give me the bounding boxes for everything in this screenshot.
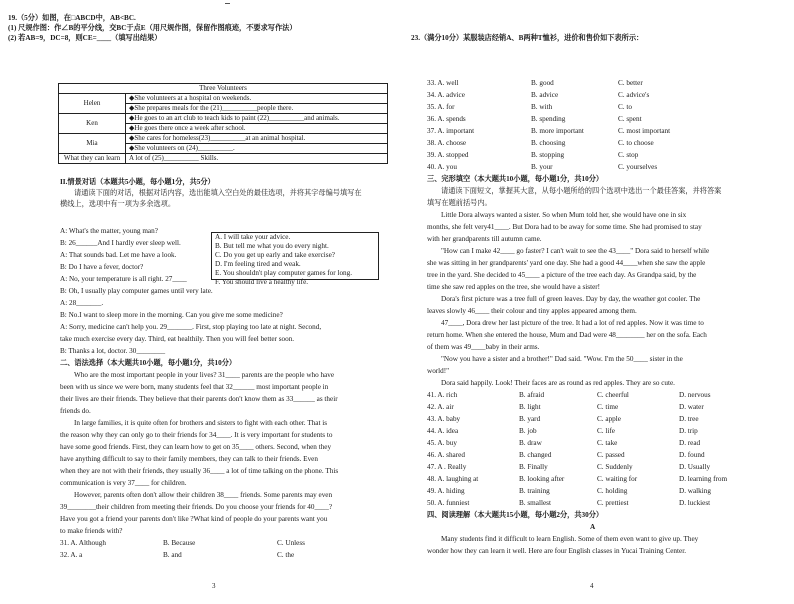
text-line: 46. A. shared bbox=[427, 451, 465, 459]
option-line: B. But tell me what you do every night. bbox=[215, 242, 329, 250]
text-line: 请通读下面短文，掌握其大意，从每小题所给的四个选项中选出一个最佳答案，并将答案 bbox=[441, 187, 722, 195]
text-line: 39. A. stopped bbox=[427, 151, 469, 159]
text-line: B. training bbox=[519, 487, 550, 495]
text-line: 47____, Dora drew her last picture of the tree. It had a lot of red apples. Now it was time to bbox=[441, 319, 704, 327]
text-line: C. prettiest bbox=[597, 499, 629, 507]
text-line: time she saw red apples on the tree, she would have a sister! bbox=[427, 283, 601, 291]
text-line: Who are the most important people in your lives? 31____ parents are the people who have bbox=[74, 371, 335, 379]
text-line: have anything difficult to say to their family members, they can talk to their friends. Even bbox=[60, 455, 318, 463]
text-line: B. stopping bbox=[531, 151, 565, 159]
text-line: B. Because bbox=[163, 539, 196, 547]
page-number: 4 bbox=[590, 582, 594, 590]
text-line: D. nervous bbox=[679, 391, 711, 399]
right-page bbox=[397, 0, 794, 604]
text-line: B. draw bbox=[519, 439, 542, 447]
text-line: B. and bbox=[163, 551, 182, 559]
text-line: to make friends with? bbox=[60, 527, 123, 535]
text-line: 38. A. choose bbox=[427, 139, 467, 147]
text-line: C. to bbox=[618, 103, 632, 111]
text-line: 45. A. buy bbox=[427, 439, 457, 447]
text-line: 32. A. a bbox=[60, 551, 83, 559]
text-line: A: Sorry, medicine can't help you. 29_______. First, stop playing too late at night. Second, bbox=[60, 323, 322, 331]
text-line: C. stop bbox=[618, 151, 639, 159]
text-line: communication is very 37____ for children. bbox=[60, 479, 187, 487]
text-line: D. water bbox=[679, 403, 704, 411]
page-number: 3 bbox=[212, 582, 216, 590]
text-line: of them was 49____baby in their arms. bbox=[427, 343, 540, 351]
text-line: B: No.I want to sleep more in the morning. Can you give me some medicine? bbox=[60, 311, 283, 319]
text-line: C. life bbox=[597, 427, 615, 435]
text-line: 36. A. spends bbox=[427, 115, 466, 123]
text-line: C. yourselves bbox=[618, 163, 658, 171]
text-line: In large families, it is quite often for brothers and sisters to fight with each other. That is bbox=[74, 419, 328, 427]
text-line: Dora's first picture was a tree full of green leaves. Day by day, the weather got cooler. The bbox=[441, 295, 701, 303]
text-line: C. time bbox=[597, 403, 619, 411]
text-line: C. Unless bbox=[277, 539, 305, 547]
text-line: leaves slowly 46____ their colour and tiny apples appeared among them. bbox=[427, 307, 637, 315]
text-line: wonder how they can learn it well. Here are four English classes in Yucai Training Center. bbox=[427, 547, 687, 555]
option-line: F. You should live a healthy life. bbox=[215, 278, 309, 286]
text-line: D. learning from bbox=[679, 475, 728, 483]
volunteers-table bbox=[58, 83, 388, 164]
text-line: with her grandparents till autumn came. bbox=[427, 235, 542, 243]
text-line: B. Finally bbox=[519, 463, 548, 471]
text-line: 50. A. funniest bbox=[427, 499, 470, 507]
text-line: D. luckiest bbox=[679, 499, 711, 507]
text-line: D. read bbox=[679, 439, 701, 447]
text-line: D. trip bbox=[679, 427, 698, 435]
text-line: C. holding bbox=[597, 487, 628, 495]
text-line: 37. A. important bbox=[427, 127, 475, 135]
text-line: B. looking after bbox=[519, 475, 565, 483]
text-line: 33. A. well bbox=[427, 79, 459, 87]
text-line: C. to choose bbox=[618, 139, 654, 147]
text-line: B. changed bbox=[519, 451, 552, 459]
text-line: she was sitting in her grandparents' yard one day. She had a good 44____when she saw the apple bbox=[427, 259, 706, 267]
text-line: However, parents often don't allow their children 38____ friends. Some parents may even bbox=[74, 491, 333, 499]
table-cell: A lot of (25)__________ Skills. bbox=[126, 154, 388, 164]
text-line: C. the bbox=[277, 551, 295, 559]
text-line: A bbox=[590, 523, 596, 531]
text-line: 三、完形填空（本大题共10小题，每小题1分，共10分） bbox=[427, 175, 604, 183]
text-line: C. passed bbox=[597, 451, 625, 459]
text-line: tree in the yard. She decided to 45____ a picture of the tree each day. As Grandpa said, by the bbox=[427, 271, 697, 279]
text-line: 39________their children from meeting their friends. Do you choose your friends for 40____? bbox=[60, 503, 333, 511]
text-line: 35. A. for bbox=[427, 103, 455, 111]
text-line: (1) 尺规作图：作∠B的平分线，交BC于点E（用尺规作图，保留作图痕迹，不要求写作法） bbox=[8, 24, 297, 32]
text-line: B: 26______And I hardly ever sleep well. bbox=[60, 239, 181, 247]
text-line: C. waiting for bbox=[597, 475, 638, 483]
text-line: world!" bbox=[427, 367, 450, 375]
text-line: "Now you have a sister and a brother!" Dad said. "Wow. I'm the 50____ sister in the bbox=[441, 355, 683, 363]
text-line: B. spending bbox=[531, 115, 566, 123]
text-line: B: Do I have a fever, doctor? bbox=[60, 263, 144, 271]
text-line: the reason why they can only go to their friends for 34____. It is very important for students to bbox=[60, 431, 333, 439]
text-line: 二、语法选择（本大题共10小题，每小题1分，共10分） bbox=[60, 359, 237, 367]
text-line: 44. A. idea bbox=[427, 427, 459, 435]
text-line: C. advice's bbox=[618, 91, 650, 99]
text-line: D. walking bbox=[679, 487, 711, 495]
text-line: B. job bbox=[519, 427, 537, 435]
text-line: months, she felt very41____. But Dora had to be away for some time. She had promised to stay bbox=[427, 223, 702, 231]
text-line: take much exercise every day. Third, eat healthily. Then you will feel better soon. bbox=[60, 335, 295, 343]
table-cell: ◆He goes there once a week after school. bbox=[126, 124, 388, 134]
text-line: II.情景对话（本题共5小题，每小题1分，共5分） bbox=[60, 178, 215, 186]
text-line: Little Dora always wanted a sister. So when Mum told her, she would have one in six bbox=[441, 211, 687, 219]
text-line: 19.（5分）如图，在□ABCD中，AB<BC. bbox=[8, 14, 136, 22]
table-name-mia: Mia bbox=[59, 134, 126, 154]
text-line: B. yard bbox=[519, 415, 541, 423]
header-mark bbox=[225, 3, 230, 4]
option-line: D. I'm feeling tired and weak. bbox=[215, 260, 301, 268]
text-line: return home. When she entered the house, Mum and Dad were 48________ her on the sofa. Each bbox=[427, 331, 707, 339]
text-line: C. cheerful bbox=[597, 391, 629, 399]
text-line: when they are not with their friends, they usually 36____ a lot of time talking on the phone. This bbox=[60, 467, 339, 475]
text-line: C. apple bbox=[597, 415, 621, 423]
table-name-learn: What they can learn bbox=[59, 154, 126, 164]
text-line: been with us since we were born, many students feel that 32______ most important people in bbox=[60, 383, 329, 391]
text-line: have some good friends. First, they can learn how to get on 35____ others. Second, when they bbox=[60, 443, 332, 451]
text-line: D. Usually bbox=[679, 463, 711, 471]
text-line: 41. A. rich bbox=[427, 391, 458, 399]
text-line: 31. A. Although bbox=[60, 539, 106, 547]
table-cell: ◆She volunteers at a hospital on weekends. bbox=[126, 94, 388, 104]
table-cell: ◆She prepares meals for the (21)__________people there. bbox=[126, 104, 388, 114]
text-line: A: 28_______. bbox=[60, 299, 104, 307]
text-line: B. smallest bbox=[519, 499, 551, 507]
text-line: 49. A. hiding bbox=[427, 487, 465, 495]
text-line: Many students find it difficult to learn English. Some of them even want to give up. They bbox=[441, 535, 699, 543]
text-line: C. spent bbox=[618, 115, 642, 123]
text-line: C. better bbox=[618, 79, 643, 87]
dialogue-options-box bbox=[211, 232, 379, 286]
text-line: 48. A. laughing at bbox=[427, 475, 479, 483]
text-line: C. Suddenly bbox=[597, 463, 633, 471]
text-line: A: What's the matter, young man? bbox=[60, 227, 158, 235]
text-line: 填写在题前括号内。 bbox=[427, 199, 492, 207]
text-line: A: No, your temperature is all right. 27____ bbox=[60, 275, 187, 283]
text-line: B. your bbox=[531, 163, 553, 171]
text-line: B. light bbox=[519, 403, 541, 411]
text-line: B. more important bbox=[531, 127, 584, 135]
table-cell: ◆He goes to an art club to teach kids to paint (22)__________and animals. bbox=[126, 114, 388, 124]
text-line: Have you got a friend your parents don't like ?What kind of people do your parents want you bbox=[60, 515, 328, 523]
text-line: friends do. bbox=[60, 407, 91, 415]
text-line: (2) 若AB=9，DC=8，则CE=____（填写出结果） bbox=[8, 34, 162, 42]
table-name-helen: Helen bbox=[59, 94, 126, 114]
text-line: B: Thanks a lot, doctor. 30________ bbox=[60, 347, 166, 355]
text-line: B. good bbox=[531, 79, 554, 87]
text-line: 横线上，选项中有一项为多余选项。 bbox=[60, 200, 176, 208]
text-line: D. tree bbox=[679, 415, 699, 423]
option-line: A. I will take your advice. bbox=[215, 233, 291, 241]
text-line: 34. A. advice bbox=[427, 91, 465, 99]
text-line: 42. A. air bbox=[427, 403, 454, 411]
table-name-ken: Ken bbox=[59, 114, 126, 134]
text-line: 40. A. you bbox=[427, 163, 457, 171]
text-line: Dora said happily. Look! Their faces are as round as red apples. They are so cute. bbox=[441, 379, 675, 387]
text-line: B: Oh, I usually play computer games until very late. bbox=[60, 287, 213, 295]
text-line: D. found bbox=[679, 451, 705, 459]
text-line: C. most important bbox=[618, 127, 671, 135]
table-cell: ◆She volunteers on (24)__________. bbox=[126, 144, 388, 154]
option-line: C. Do you get up early and take exercise? bbox=[215, 251, 335, 259]
text-line: 四、阅读理解（本大题共15小题，每小题2分，共30分） bbox=[427, 511, 604, 519]
table-title: Three Volunteers bbox=[59, 84, 388, 94]
text-line: B. with bbox=[531, 103, 553, 111]
text-line: 43. A. baby bbox=[427, 415, 461, 423]
option-line: E. You shouldn't play computer games for long. bbox=[215, 269, 353, 277]
text-line: B. choosing bbox=[531, 139, 566, 147]
text-line: 23.（满分10分）某服装店经销A、B两种T恤衫，进价和售价如下表所示： bbox=[411, 34, 644, 42]
text-line: B. advice bbox=[531, 91, 559, 99]
text-line: A: That sounds bad. Let me have a look. bbox=[60, 251, 177, 259]
text-line: C. take bbox=[597, 439, 618, 447]
text-line: 请通读下面的对话，根据对话内容，选出能填入空白处的最佳选项，并将其字母编号填写在 bbox=[74, 189, 362, 197]
text-line: their lives are their friends. They believe that their parents don't know them as 33______ as their bbox=[60, 395, 338, 403]
text-line: "How can I make 42____ go faster? I can't wait to see the 43____" Dora said to herself while bbox=[441, 247, 710, 255]
text-line: B. afraid bbox=[519, 391, 545, 399]
table-cell: ◆She cares for homeless(23)__________at an animal hospital. bbox=[126, 134, 388, 144]
text-line: 47. A . Really bbox=[427, 463, 467, 471]
